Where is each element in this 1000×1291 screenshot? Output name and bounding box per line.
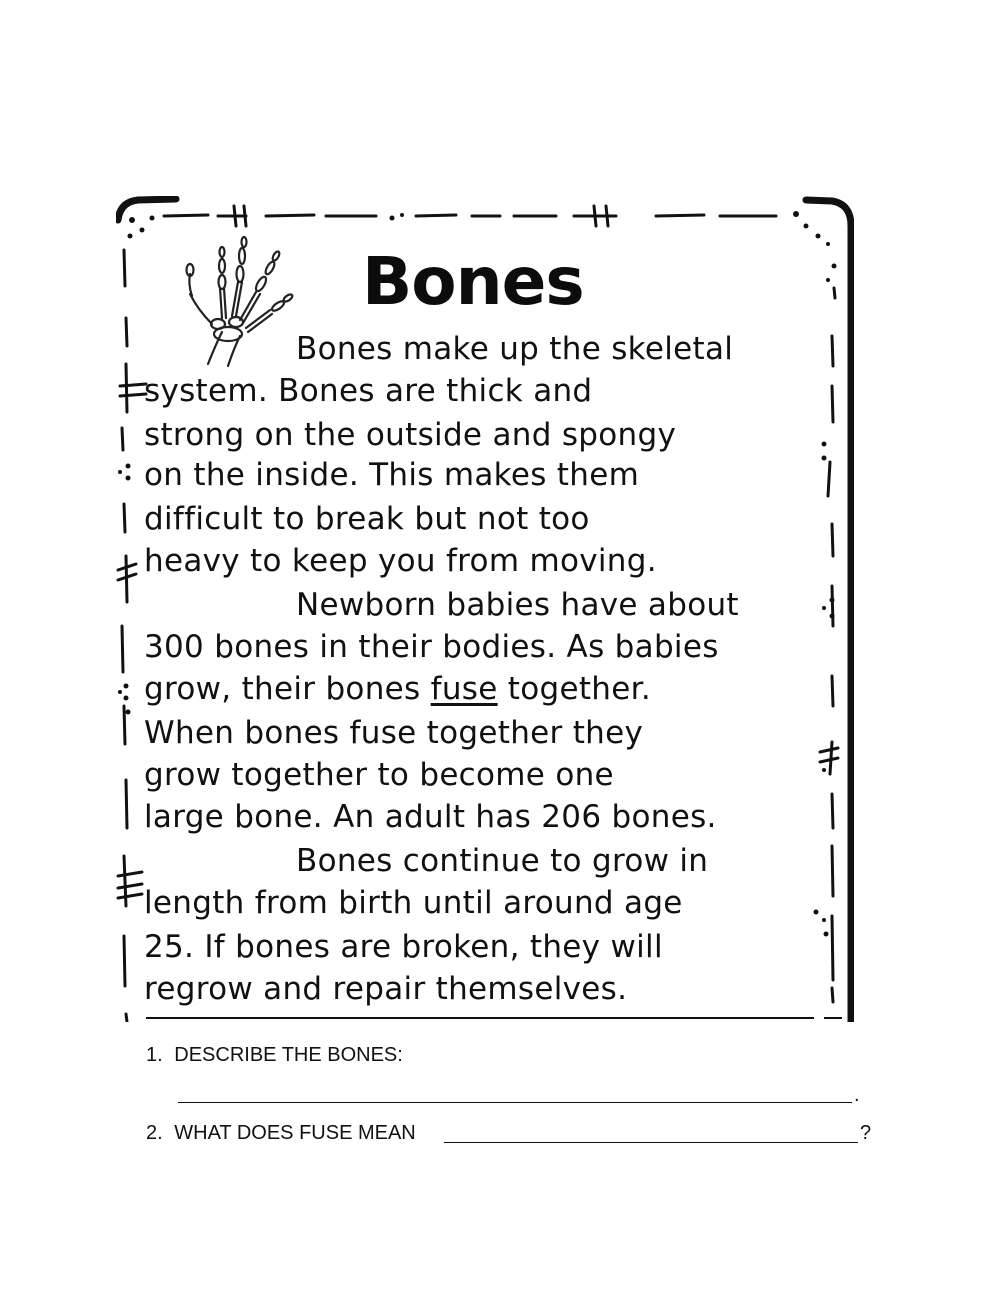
answer-blank-1[interactable] — [178, 1102, 852, 1103]
passage-line: on the inside. This makes them — [144, 457, 640, 493]
reading-passage-card — [116, 196, 854, 1022]
passage-body — [116, 196, 854, 1022]
passage-line: Newborn babies have about — [296, 587, 739, 623]
vocab-word-fuse: fuse — [430, 671, 498, 707]
passage-line: When bones fuse together they — [144, 715, 644, 751]
passage-line-start: grow, their bones — [144, 671, 421, 707]
question-2 — [146, 1122, 416, 1145]
question-number: 1. — [146, 1044, 163, 1066]
passage-line: system. Bones are thick and — [144, 373, 593, 409]
passage-line-with-vocab — [144, 668, 651, 710]
question-end-mark: ? — [860, 1122, 872, 1144]
question-text: DESCRIBE THE BONES: — [174, 1044, 403, 1066]
passage-line: regrow and repair themselves. — [144, 971, 628, 1007]
question-1 — [146, 1044, 403, 1067]
passage-line: heavy to keep you from moving. — [144, 543, 657, 579]
answer-blank-2[interactable] — [444, 1142, 858, 1143]
passage-title: Bones — [362, 243, 584, 320]
passage-line: Bones make up the skeletal — [296, 331, 734, 367]
passage-line: large bone. An adult has 206 bones. — [144, 799, 717, 835]
passage-line: length from birth until around age — [144, 885, 683, 921]
question-end-mark: . — [854, 1084, 860, 1106]
passage-line: 300 bones in their bodies. As babies — [144, 629, 719, 665]
passage-line: Bones continue to grow in — [296, 843, 709, 879]
passage-line-end: together. — [507, 671, 651, 707]
passage-line: grow together to become one — [144, 757, 614, 793]
passage-line: strong on the outside and spongy — [144, 417, 677, 453]
question-text: WHAT DOES FUSE MEAN — [174, 1122, 416, 1144]
passage-line: 25. If bones are broken, they will — [144, 929, 663, 965]
question-number: 2. — [146, 1122, 163, 1144]
passage-line: difficult to break but not too — [144, 501, 590, 537]
